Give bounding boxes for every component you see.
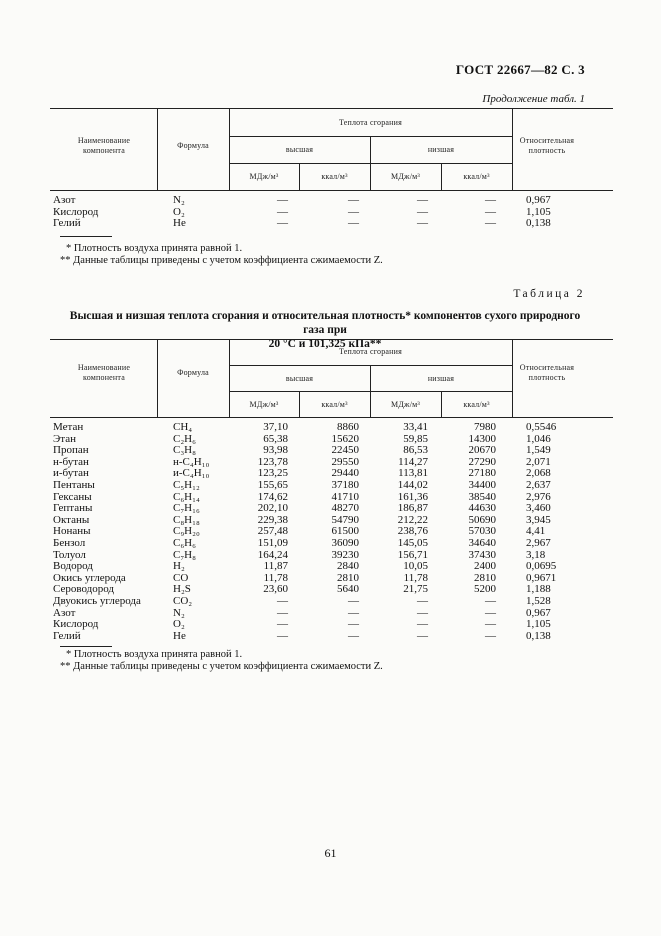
higher-kcal-cell: 48270: [331, 502, 359, 515]
lower-mj-cell: 11,78: [403, 571, 428, 584]
relative-density-cell: 2,071: [526, 455, 551, 468]
higher-mj-cell: 37,10: [263, 421, 288, 433]
header-relative-density: Относительная плотность: [519, 136, 575, 155]
table2-caption-line2: 20 °С и 101,325 кПа**: [268, 338, 382, 350]
component-name-cell: и-бутан: [53, 467, 89, 480]
higher-mj-cell: 11,78: [263, 571, 288, 584]
header-higher: высшая: [285, 374, 314, 383]
footnote-compressibility: ** Данные таблицы приведены с учетом коэффициента сжимаемости Z.: [60, 661, 383, 672]
formula-cell: C₇H₈: [173, 548, 196, 561]
lower-kcal-cell: —: [485, 618, 496, 631]
higher-mj-cell: 65,38: [263, 432, 288, 445]
lower-kcal-cell: 2400: [474, 560, 496, 573]
higher-kcal-cell: 15620: [331, 432, 359, 445]
lower-kcal-cell: 38540: [468, 490, 496, 503]
relative-density-cell: 0,967: [526, 606, 551, 619]
header-unit-mj: МДж/м³: [249, 172, 279, 181]
formula-cell: N₂: [173, 606, 185, 619]
header-formula: Формула: [177, 141, 209, 150]
lower-mj-cell: 186,87: [397, 502, 428, 515]
lower-kcal-cell: 7980: [474, 421, 496, 433]
footnotes-table1: [60, 243, 383, 267]
lower-mj-cell: 113,81: [398, 467, 428, 480]
lower-kcal-cell: 20670: [468, 444, 496, 457]
formula-cell: н-C₄H₁₀: [173, 455, 210, 468]
formula-cell: C₆H₆: [173, 536, 196, 549]
higher-kcal-cell: —: [348, 194, 359, 206]
formula-cell: C₃H₈: [173, 444, 196, 457]
higher-mj-cell: 155,65: [257, 478, 288, 491]
component-name-cell: Октаны: [53, 513, 90, 526]
relative-density-cell: 1,046: [526, 432, 551, 445]
footnote-compressibility: ** Данные таблицы приведены с учетом коэффициента сжимаемости Z.: [60, 255, 383, 266]
relative-density-cell: 0,0695: [526, 560, 557, 573]
higher-mj-cell: 257,48: [257, 525, 288, 538]
formula-cell: CO: [173, 571, 189, 584]
higher-mj-cell: —: [277, 629, 288, 642]
lower-kcal-cell: —: [485, 606, 496, 619]
lower-mj-cell: 161,36: [397, 490, 428, 503]
relative-density-cell: 0,9671: [526, 571, 557, 584]
table2-label: Таблица 2: [513, 288, 585, 300]
page-number: 61: [324, 846, 337, 860]
higher-kcal-cell: —: [348, 205, 359, 218]
relative-density-cell: 0,5546: [526, 421, 557, 433]
higher-kcal-cell: 29550: [331, 455, 359, 468]
header-higher: высшая: [285, 145, 314, 154]
header-unit-kcal: ккал/м³: [463, 172, 490, 181]
higher-kcal-cell: 2840: [337, 560, 359, 573]
relative-density-cell: 1,528: [526, 594, 551, 607]
lower-kcal-cell: 27180: [468, 467, 496, 480]
formula-cell: C₇H₁₆: [173, 502, 200, 515]
relative-density-cell: 1,105: [526, 618, 551, 631]
header-unit-mj: МДж/м³: [391, 400, 420, 409]
higher-mj-cell: —: [277, 194, 288, 206]
lower-mj-cell: —: [417, 618, 428, 631]
header-unit-kcal: ккал/м³: [321, 400, 348, 409]
higher-mj-cell: 174,62: [257, 490, 288, 503]
lower-mj-cell: —: [417, 217, 428, 230]
header-unit-kcal: ккал/м³: [321, 172, 348, 181]
lower-mj-cell: 145,05: [397, 536, 428, 549]
component-name-cell: Пентаны: [53, 478, 95, 491]
header-heat-of-combustion: Теплота сгорания: [338, 118, 403, 127]
formula-cell: O₂: [173, 205, 185, 218]
component-name-cell: Метан: [53, 421, 84, 433]
lower-kcal-cell: 34640: [468, 536, 496, 549]
header-lower: низшая: [427, 374, 455, 383]
higher-kcal-cell: 36090: [331, 536, 359, 549]
lower-kcal-cell: —: [485, 217, 496, 230]
component-name-cell: Толуол: [53, 548, 86, 561]
higher-kcal-cell: 5640: [337, 583, 359, 596]
higher-mj-cell: 202,10: [257, 502, 288, 515]
header-component-name: Наименование компонента: [77, 363, 131, 382]
lower-kcal-cell: 44630: [468, 502, 496, 515]
higher-mj-cell: —: [277, 618, 288, 631]
component-name-cell: Водород: [53, 560, 93, 573]
formula-cell: N₂: [173, 194, 185, 206]
relative-density-cell: 2,637: [526, 478, 551, 491]
relative-density-cell: 4,41: [526, 525, 546, 538]
formula-cell: H₂S: [173, 583, 191, 596]
higher-kcal-cell: 2810: [337, 571, 359, 584]
component-name-cell: Азот: [53, 194, 76, 206]
formula-cell: и-C₄H₁₀: [173, 467, 210, 480]
component-name-cell: Гексаны: [53, 490, 92, 503]
table2-caption: [60, 309, 590, 351]
higher-kcal-cell: —: [348, 606, 359, 619]
component-name-cell: Азот: [53, 606, 76, 619]
header-relative-density: Относительная плотность: [519, 363, 575, 382]
formula-cell: H₂: [173, 560, 185, 573]
lower-mj-cell: —: [417, 606, 428, 619]
header-component-name: Наименование компонента: [77, 136, 131, 155]
relative-density-cell: 2,068: [526, 467, 551, 480]
component-name-cell: Гептаны: [53, 502, 93, 515]
table2-caption-line1: Высшая и низшая теплота сгорания и относительная плотность* компонентов сухого природного газа при: [69, 310, 581, 336]
component-name-cell: Нонаны: [53, 525, 91, 538]
higher-kcal-cell: 8860: [337, 421, 359, 433]
header-unit-mj: МДж/м³: [249, 400, 279, 409]
lower-mj-cell: 212,22: [397, 513, 428, 526]
component-name-cell: Пропан: [53, 444, 89, 457]
relative-density-cell: 3,460: [526, 502, 551, 515]
document-code: ГОСТ 22667—82 С. 3: [455, 62, 585, 77]
formula-cell: C₈H₁₈: [173, 513, 200, 526]
lower-mj-cell: —: [417, 594, 428, 607]
lower-kcal-cell: 27290: [468, 455, 496, 468]
higher-mj-cell: 229,38: [257, 513, 288, 526]
relative-density-cell: 1,549: [526, 444, 551, 457]
higher-mj-cell: —: [277, 217, 288, 230]
header-formula: Формула: [177, 368, 209, 377]
lower-kcal-cell: —: [485, 629, 496, 642]
relative-density-cell: 0,138: [526, 629, 551, 642]
formula-cell: CH₄: [173, 421, 193, 433]
lower-mj-cell: 59,85: [403, 432, 428, 445]
higher-kcal-cell: 41710: [331, 490, 359, 503]
lower-kcal-cell: 57030: [468, 525, 496, 538]
component-name-cell: Гелий: [53, 629, 81, 642]
higher-mj-cell: 164,24: [257, 548, 288, 561]
lower-kcal-cell: —: [485, 594, 496, 607]
lower-kcal-cell: 34400: [468, 478, 496, 491]
higher-mj-cell: —: [277, 606, 288, 619]
relative-density-cell: 2,976: [526, 490, 551, 503]
lower-kcal-cell: —: [485, 194, 496, 206]
lower-kcal-cell: 50690: [468, 513, 496, 526]
higher-kcal-cell: 22450: [331, 444, 359, 457]
component-name-cell: Окись углерода: [53, 571, 126, 584]
formula-cell: C₆H₁₄: [173, 490, 200, 503]
higher-mj-cell: 123,25: [257, 467, 288, 480]
lower-kcal-cell: 5200: [474, 583, 496, 596]
header-heat-of-combustion: Теплота сгорания: [338, 347, 403, 356]
lower-mj-cell: —: [417, 629, 428, 642]
lower-kcal-cell: —: [485, 205, 496, 218]
lower-kcal-cell: 14300: [468, 432, 496, 445]
lower-mj-cell: 114,27: [398, 455, 428, 468]
formula-cell: C₉H₂₀: [173, 525, 200, 538]
formula-cell: C₂H₆: [173, 432, 196, 445]
component-name-cell: Бензол: [53, 536, 86, 549]
higher-kcal-cell: —: [348, 594, 359, 607]
lower-mj-cell: 10,05: [403, 560, 428, 573]
relative-density-cell: 3,18: [526, 548, 546, 561]
relative-density-cell: 0,967: [526, 194, 551, 206]
header-unit-mj: МДж/м³: [391, 172, 420, 181]
component-name-cell: Сероводород: [53, 583, 115, 596]
lower-mj-cell: 156,71: [397, 548, 428, 561]
header-unit-kcal: ккал/м³: [463, 400, 490, 409]
footnote-air-density: * Плотность воздуха принята равной 1.: [66, 649, 243, 660]
lower-mj-cell: 238,76: [397, 525, 428, 538]
footnote-air-density: * Плотность воздуха принята равной 1.: [66, 243, 243, 254]
header-lower: низшая: [427, 145, 455, 154]
lower-mj-cell: —: [417, 205, 428, 218]
higher-kcal-cell: 61500: [331, 525, 359, 538]
lower-mj-cell: —: [417, 194, 428, 206]
component-name-cell: Этан: [53, 432, 76, 445]
higher-mj-cell: 11,87: [263, 560, 288, 573]
lower-kcal-cell: 2810: [474, 571, 496, 584]
lower-mj-cell: 144,02: [397, 478, 428, 491]
relative-density-cell: 3,945: [526, 513, 551, 526]
lower-mj-cell: 86,53: [403, 444, 428, 457]
formula-cell: He: [173, 217, 186, 230]
lower-kcal-cell: 37430: [468, 548, 496, 561]
higher-kcal-cell: 39230: [331, 548, 359, 561]
higher-kcal-cell: 37180: [331, 478, 359, 491]
lower-mj-cell: 33,41: [403, 421, 428, 433]
relative-density-cell: 2,967: [526, 536, 551, 549]
higher-mj-cell: 23,60: [263, 583, 288, 596]
higher-kcal-cell: —: [348, 618, 359, 631]
higher-kcal-cell: 54790: [331, 513, 359, 526]
lower-mj-cell: 21,75: [403, 583, 428, 596]
formula-cell: O₂: [173, 618, 185, 631]
higher-mj-cell: 93,98: [263, 444, 288, 457]
footnotes-table2: [60, 649, 383, 673]
relative-density-cell: 1,105: [526, 205, 551, 218]
formula-cell: He: [173, 629, 186, 642]
formula-cell: CO₂: [173, 594, 193, 607]
higher-mj-cell: 123,78: [257, 455, 288, 468]
higher-kcal-cell: —: [348, 629, 359, 642]
component-name-cell: н-бутан: [53, 455, 89, 468]
component-name-cell: Кислород: [53, 205, 99, 218]
higher-mj-cell: —: [277, 205, 288, 218]
component-name-cell: Кислород: [53, 618, 99, 631]
formula-cell: C₅H₁₂: [173, 478, 200, 491]
component-name-cell: Двуокись углерода: [53, 594, 141, 607]
higher-mj-cell: —: [277, 594, 288, 607]
higher-kcal-cell: —: [348, 217, 359, 230]
relative-density-cell: 1,188: [526, 583, 551, 596]
relative-density-cell: 0,138: [526, 217, 551, 230]
higher-kcal-cell: 29440: [331, 467, 359, 480]
table-continuation-label: Продолжение табл. 1: [482, 93, 585, 105]
higher-mj-cell: 151,09: [257, 536, 288, 549]
component-name-cell: Гелий: [53, 217, 81, 230]
